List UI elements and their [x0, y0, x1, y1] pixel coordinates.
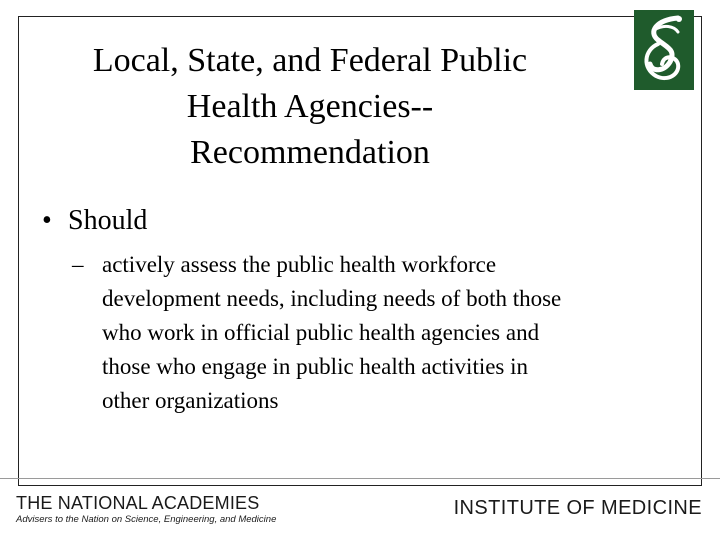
sub-bullet-text	[102, 248, 692, 418]
slide-title	[30, 38, 590, 176]
sub-bullet-line-1: actively assess the public health workforce	[102, 252, 497, 277]
institute-of-medicine-logotype: INSTITUTE OF MEDICINE	[453, 497, 702, 519]
title-line-2: Health Agencies--	[186, 88, 434, 125]
bullet-marker: •	[42, 205, 52, 236]
sub-bullet-line-3: who work in official public health agencies and	[102, 320, 540, 345]
sub-bullet	[72, 248, 692, 418]
national-academies-name: THE NATIONAL ACADEMIES	[16, 493, 260, 513]
sub-bullet-line-5: other organizations	[102, 388, 279, 413]
national-academies-logotype	[16, 494, 276, 526]
sub-bullet-line-4: those who engage in public health activities in	[102, 354, 529, 379]
footer-divider	[0, 478, 720, 479]
bullet-should	[42, 204, 147, 238]
sub-bullet-marker: –	[72, 252, 84, 277]
national-academies-tagline: Advisers to the Nation on Science, Engineering, and Medicine	[16, 514, 277, 525]
iom-serpent-logo-icon	[634, 10, 694, 90]
title-line-1: Local, State, and Federal Public	[92, 42, 528, 79]
bullet-text: Should	[68, 205, 148, 236]
title-line-3: Recommendation	[190, 134, 430, 171]
sub-bullet-line-2: development needs, including needs of both those	[102, 286, 562, 311]
